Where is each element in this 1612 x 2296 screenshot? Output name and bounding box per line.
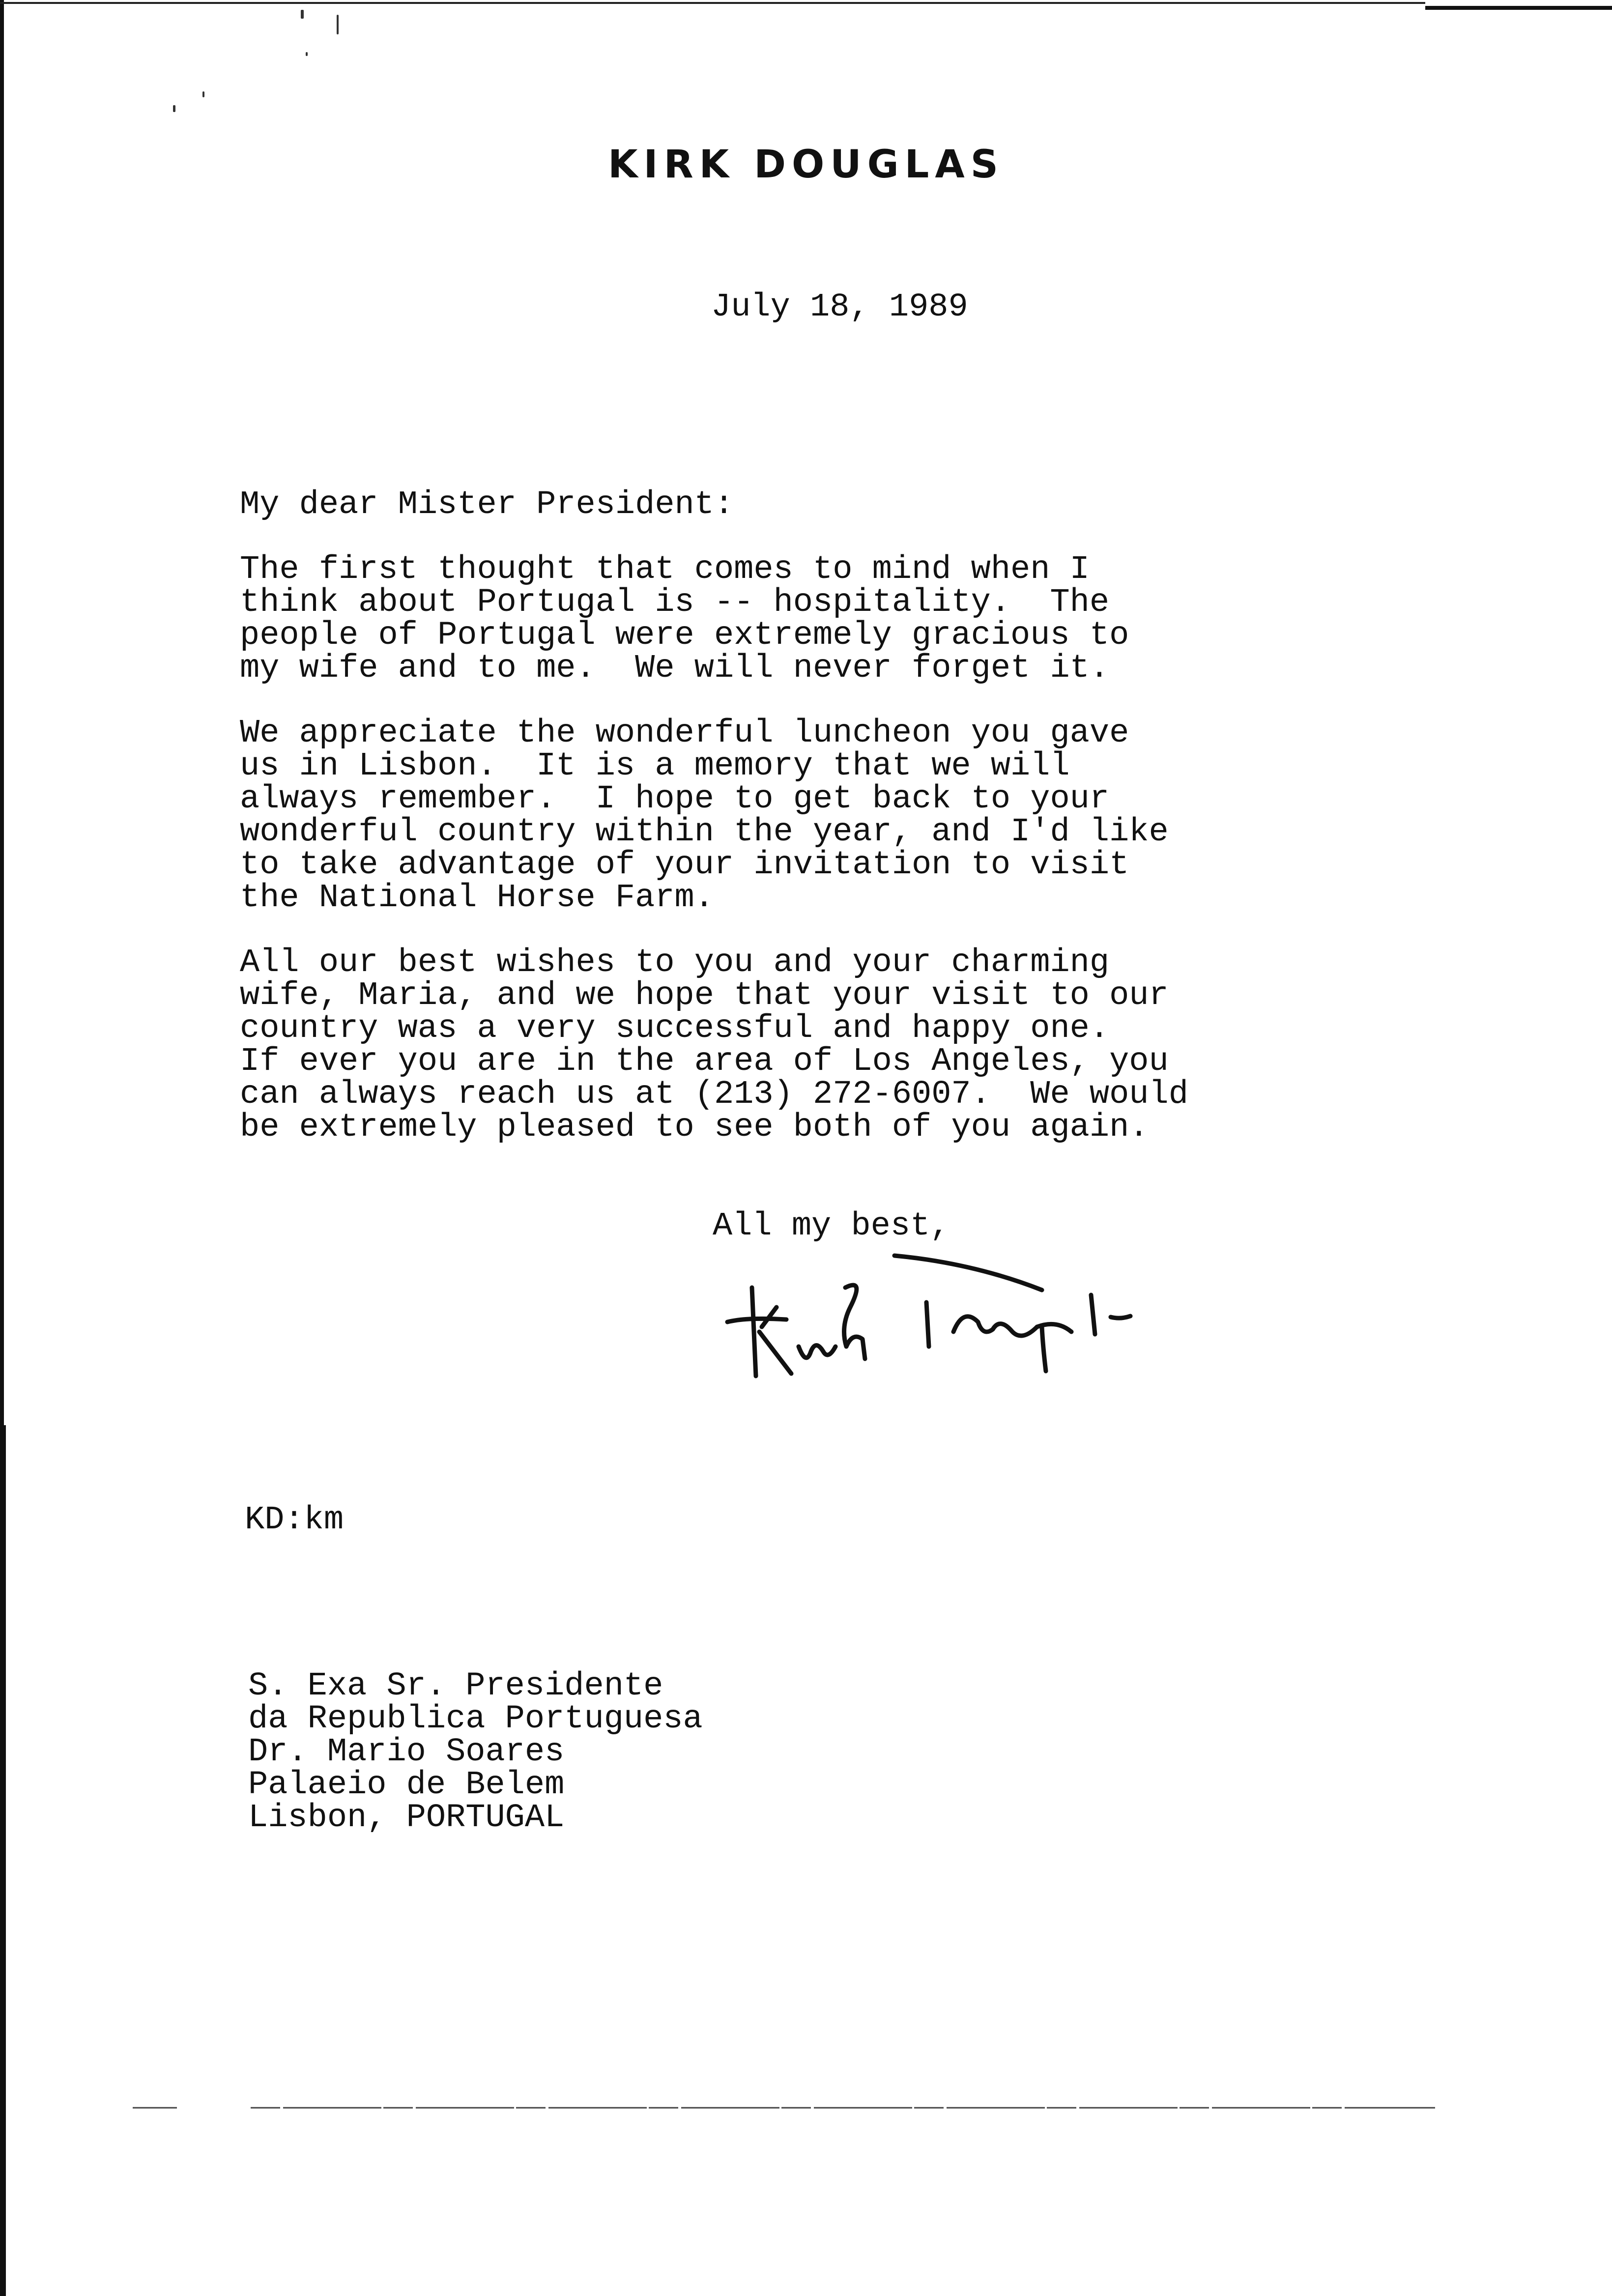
scan-edge-top-right (1425, 6, 1612, 10)
letter-salutation: My dear Mister President: (240, 486, 734, 523)
scan-speck (337, 15, 339, 34)
scan-edge-left-lower (0, 1425, 6, 2296)
recipient-address (248, 1667, 703, 1837)
letter-paragraph: We appreciate the wonderful luncheon you gave us in Lisbon. It is a memory that we will always remember. I hope to get back to your wonderful country within the year, and I'd like to take advantage of your invitation to visit the National Horse Farm. (240, 715, 1169, 917)
letter-date: July 18, 1989 (711, 288, 968, 326)
scan-speck (173, 105, 175, 112)
address-line: S. Exa Sr. Presidente (248, 1667, 663, 1705)
bottom-divider (133, 2102, 1435, 2104)
address-line: Dr. Mario Soares (248, 1733, 565, 1771)
scan-speck (301, 10, 304, 19)
scan-speck (306, 52, 308, 56)
address-line: Lisbon, PORTUGAL (248, 1799, 565, 1837)
address-line: Palaeio de Belem (248, 1766, 565, 1804)
reference-initials: KD:km (245, 1501, 344, 1539)
scan-edge-top (0, 2, 1425, 4)
letterhead-name: KIRK DOUGLAS (608, 143, 1004, 187)
letter-paragraph: All our best wishes to you and your charming wife, Maria, and we hope that your visit to our country was a very successful and happy one. If ever you are in the area of Los Angeles, you can always reach us at (213) 272-6007. We would be extremely pleased to see both of you again. (240, 944, 1188, 1146)
letter-closing: All my best, (713, 1207, 950, 1245)
handwritten-signature (718, 1234, 1140, 1391)
scan-speck (202, 91, 204, 97)
letter-paragraph: The first thought that comes to mind when I think about Portugal is -- hospitality. The people of Portugal were extremely gracious to my wife and to me. We will never forget it. (240, 551, 1129, 687)
address-line: da Republica Portuguesa (248, 1700, 703, 1738)
